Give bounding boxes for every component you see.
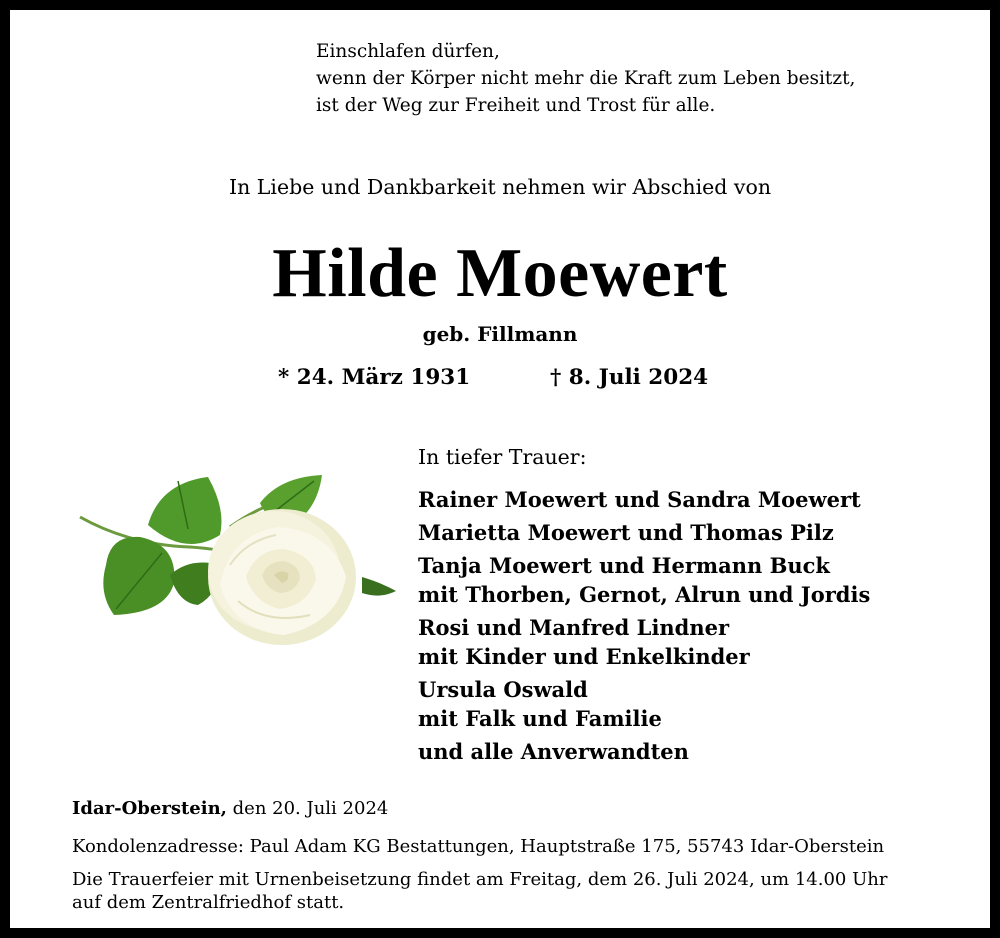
mourner-group xyxy=(418,485,870,514)
mourner-line: Marietta Moewert und Thomas Pilz xyxy=(418,520,834,545)
farewell-intro: In Liebe und Dankbarkeit nehmen wir Abschied von xyxy=(228,175,772,199)
mourning-intro: In tiefer Trauer: xyxy=(418,445,587,469)
ceremony-line: auf dem Zentralfriedhof statt. xyxy=(72,892,345,913)
mourner-group xyxy=(418,675,870,733)
mourners-list xyxy=(418,485,870,770)
birth-name: geb. Fillmann xyxy=(422,322,578,346)
place: Idar-Oberstein, xyxy=(72,798,227,819)
mourner-line: mit Thorben, Gernot, Alrun und Jordis xyxy=(418,582,871,607)
mourner-line: mit Falk und Familie xyxy=(418,706,662,731)
mourner-line: Rosi und Manfred Lindner xyxy=(418,615,730,640)
birth-date: * 24. März 1931 xyxy=(278,365,471,390)
ceremony-line: Die Trauerfeier mit Urnenbeisetzung findet am Freitag, dem 26. Juli 2024, um 14.00 Uhr xyxy=(72,869,888,890)
poem-line: ist der Weg zur Freiheit und Trost für alle. xyxy=(316,95,716,116)
death-date: † 8. Juli 2024 xyxy=(550,365,709,390)
mourner-line: und alle Anverwandten xyxy=(418,739,689,764)
poem xyxy=(316,38,855,119)
notice-date: den 20. Juli 2024 xyxy=(232,798,389,819)
condolence-address: Kondolenzadresse: Paul Adam KG Bestattungen, Hauptstraße 175, 55743 Idar-Oberstein xyxy=(72,836,885,857)
mourner-line: Ursula Oswald xyxy=(418,677,588,702)
ceremony-info xyxy=(72,868,887,914)
mourner-line: Tanja Moewert und Hermann Buck xyxy=(418,553,830,578)
poem-line: Einschlafen dürfen, xyxy=(316,41,500,62)
place-date-line xyxy=(72,798,388,819)
mourner-group xyxy=(418,613,870,671)
poem-line: wenn der Körper nicht mehr die Kraft zum Leben besitzt, xyxy=(316,68,856,89)
deceased-name: Hilde Moewert xyxy=(272,235,728,312)
mourner-line: mit Kinder und Enkelkinder xyxy=(418,644,750,669)
mourner-group xyxy=(418,518,870,547)
mourner-group xyxy=(418,737,870,766)
mourner-group xyxy=(418,551,870,609)
mourner-line: Rainer Moewert und Sandra Moewert xyxy=(418,487,861,512)
white-rose-icon xyxy=(70,465,400,665)
